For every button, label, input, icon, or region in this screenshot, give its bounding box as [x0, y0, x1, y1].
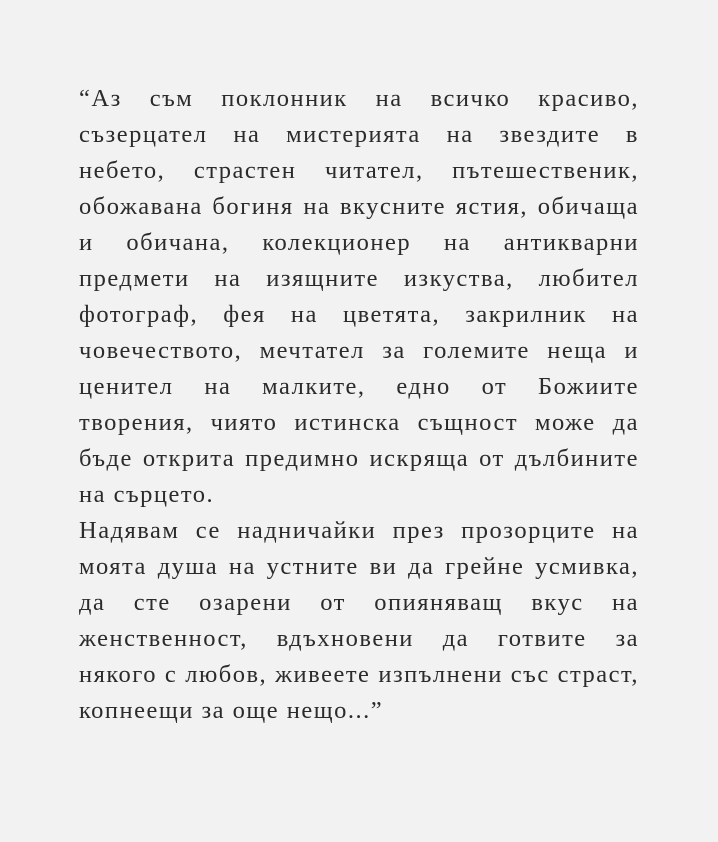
quote-paragraph-1: “Аз съм поклонник на всичко красиво, съзерцател на мистерията на звездите в небето, страстен читател, пътешественик, обожавана богиня на вкусните ястия, обичаща и обичана, колекционер на антикварни предмети на изящните изкуства, любител фотограф, фея на цветята, закрилник на човечеството, мечтател за големите неща и ценител на малките, едно от Божиите творения, чиято истинска същност може да бъде открита предимно искряща от дълбините на сърцето.: [79, 85, 639, 508]
quote-paragraph-2: Надявам се надничайки през прозорците на моята душа на устните ви да грейне усмивка, да сте озарени от опияняващ вкус на женственност, вдъхновени да готвите за някого с любов, живеете изпълнени със страст, копнеещи за още нещо...”: [79, 517, 639, 724]
quote-block: [79, 81, 639, 729]
